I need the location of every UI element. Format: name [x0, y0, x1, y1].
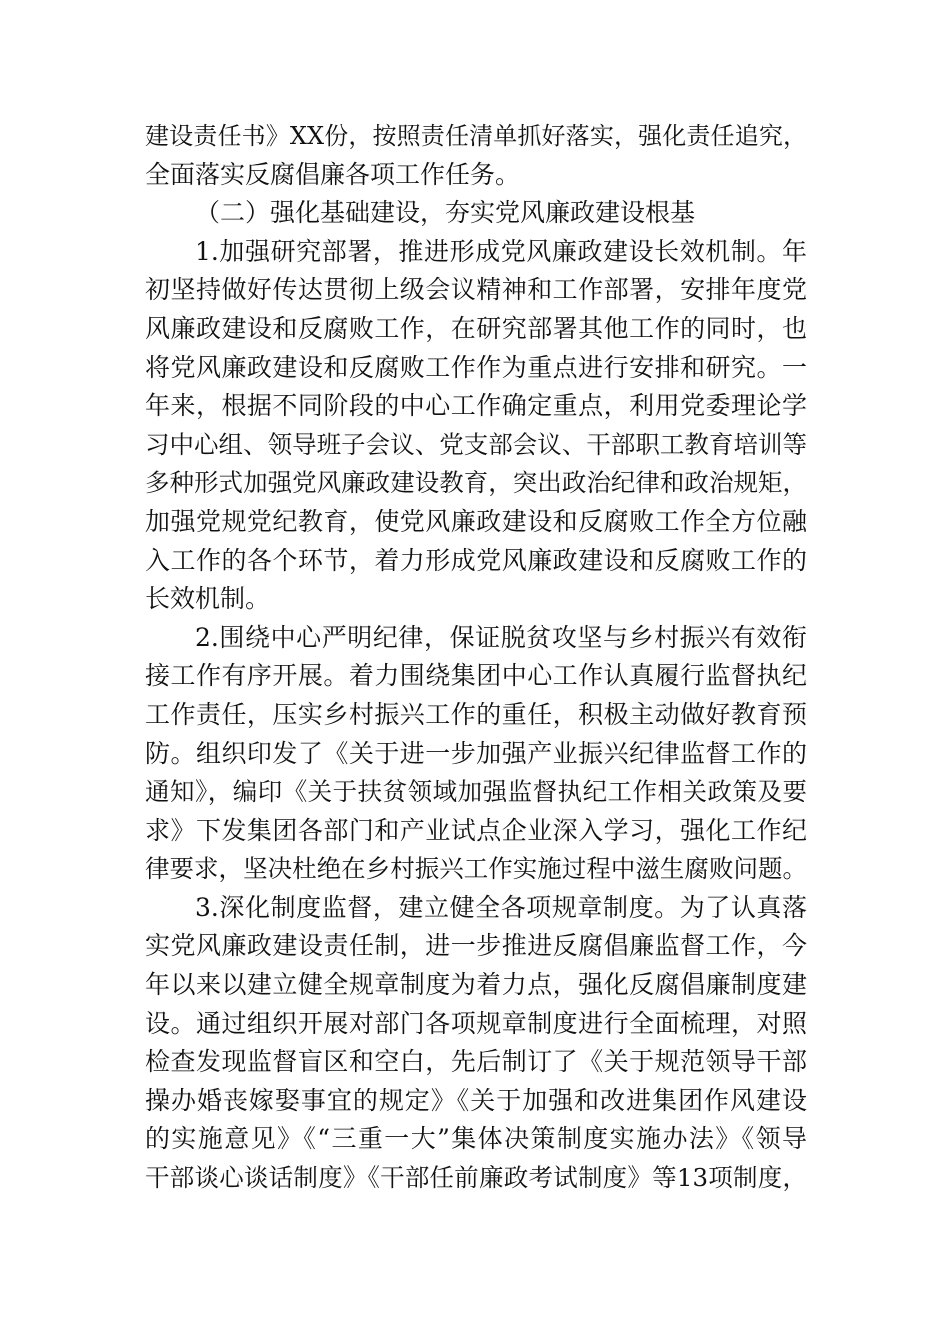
text-line: 全面落实反腐倡廉各项工作任务。	[145, 159, 521, 189]
text-line: 3.深化制度监督，建立健全各项规章制度。为了认真落	[195, 892, 807, 922]
text-line: 防。组织印发了《关于进一步加强产业振兴纪律监督工作的	[145, 738, 807, 768]
text-line: 建设责任书》XX份，按照责任清单抓好落实，强化责任追究，	[145, 122, 807, 150]
text-line: 接工作有序开展。着力围绕集团中心工作认真履行监督执纪	[145, 661, 807, 691]
text-line: 设。通过组织开展对部门各项规章制度进行全面梳理，对照	[145, 1008, 807, 1038]
text-line: 检查发现监督盲区和空白，先后制订了《关于规范领导干部	[145, 1047, 807, 1077]
text-line: 风廉政建设和反腐败工作，在研究部署其他工作的同时，也	[145, 313, 807, 343]
text-line: 长效机制。	[145, 584, 271, 614]
text-line: 初坚持做好传达贯彻上级会议精神和工作部署，安排年度党	[145, 275, 807, 305]
text-line: 习中心组、领导班子会议、党支部会议、干部职工教育培训等	[145, 429, 807, 459]
text-line: （二）强化基础建设，夯实党风廉政建设根基	[195, 198, 696, 228]
text-line: 将党风廉政建设和反腐败工作作为重点进行安排和研究。一	[145, 352, 807, 382]
text-line: 操办婚丧嫁娶事宜的规定》《关于加强和改进集团作风建设	[145, 1085, 807, 1115]
text-line: 多种形式加强党风廉政建设教育，突出政治纪律和政治规矩，	[145, 468, 807, 498]
document-body	[145, 117, 807, 1198]
text-line: 干部谈心谈话制度》《干部任前廉政考试制度》等13项制度，	[145, 1163, 807, 1193]
text-line: 的实施意见》《“三重一大”集体决策制度实施办法》《领导	[145, 1124, 807, 1154]
text-line: 入工作的各个环节，着力形成党风廉政建设和反腐败工作的	[145, 545, 807, 575]
text-line: 年以来以建立健全规章制度为着力点，强化反腐倡廉制度建	[145, 970, 807, 1000]
text-line: 2.围绕中心严明纪律，保证脱贫攻坚与乡村振兴有效衔	[195, 622, 807, 652]
text-line: 求》下发集团各部门和产业试点企业深入学习，强化工作纪	[145, 815, 807, 845]
text-line: 律要求，坚决杜绝在乡村振兴工作实施过程中滋生腐败问题。	[145, 854, 807, 884]
text-line: 通知》，编印《关于扶贫领域加强监督执纪工作相关政策及要	[145, 777, 807, 807]
text-line: 年来，根据不同阶段的中心工作确定重点，利用党委理论学	[145, 391, 807, 421]
text-line: 1.加强研究部署，推进形成党风廉政建设长效机制。年	[195, 236, 807, 266]
text-line: 实党风廉政建设责任制，进一步推进反腐倡廉监督工作，今	[145, 931, 807, 961]
text-line: 工作责任，压实乡村振兴工作的重任，积极主动做好教育预	[145, 699, 807, 729]
text-line: 加强党规党纪教育，使党风廉政建设和反腐败工作全方位融	[145, 506, 807, 536]
